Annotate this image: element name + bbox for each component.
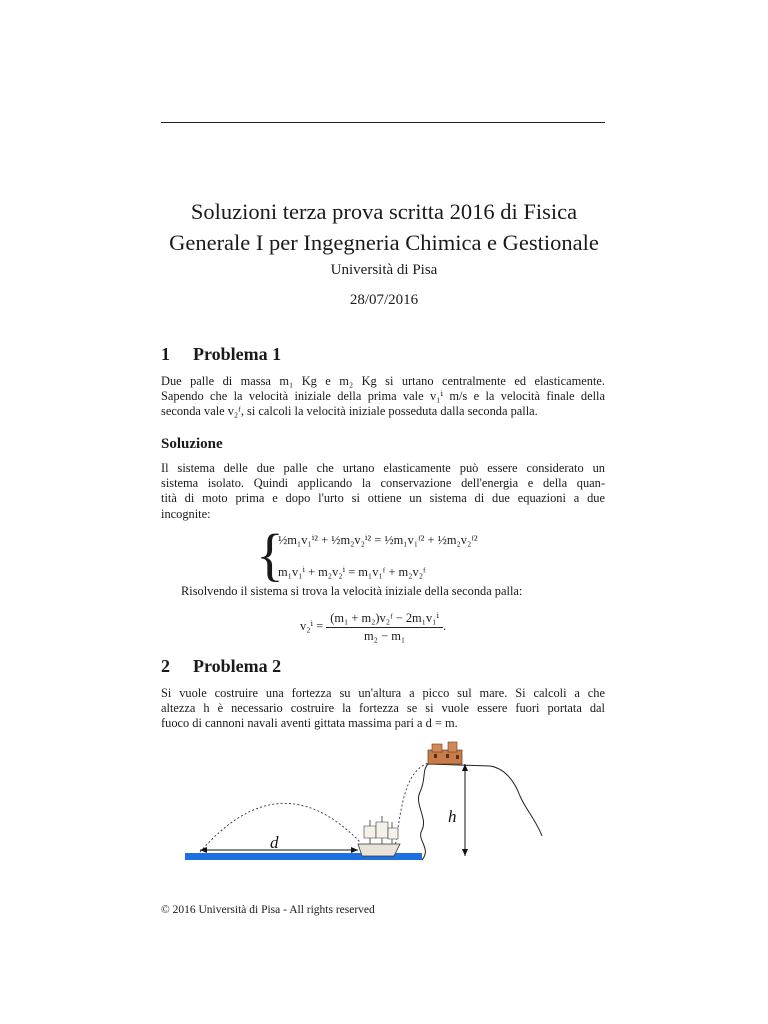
section-title: Problema 2 bbox=[193, 656, 282, 676]
date: 28/07/2016 bbox=[349, 292, 419, 308]
trajectory-near bbox=[200, 803, 360, 852]
formula-end: . bbox=[443, 618, 447, 633]
system-brace: { bbox=[256, 522, 284, 587]
fortress-icon bbox=[428, 742, 462, 764]
denominator: m₂ − m₁ bbox=[364, 629, 406, 643]
section-number: 2 bbox=[161, 656, 170, 676]
section-title: Problema 1 bbox=[193, 344, 282, 364]
title-line-2: Generale I per Ingegneria Chimica e Gestionale bbox=[169, 230, 599, 255]
problem-1-statement bbox=[161, 374, 605, 420]
text-line: Sapendo che la velocità iniziale della prima vale v₁ⁱ m/s e la velocità finale della bbox=[161, 389, 605, 404]
section-2-heading bbox=[161, 656, 281, 677]
trajectory-cliff bbox=[395, 762, 432, 848]
institution: Università di Pisa bbox=[330, 262, 438, 278]
text-line: Il sistema delle due palle che urtano elasticamente può essere considerato un bbox=[161, 461, 605, 475]
text-line: sistema isolato. Quindi applicando la conservazione dell'energia e della quan- bbox=[161, 476, 605, 491]
numerator: (m₁ + m₂)v₂ᶠ − 2m₁v₁ⁱ bbox=[326, 610, 443, 628]
text-line: Risolvendo il sistema si trova la velocità iniziale della seconda palla: bbox=[181, 584, 523, 598]
text-line: Due palle di massa m₁ Kg e m₂ Kg si urtano centralmente ed elasticamente. bbox=[161, 374, 605, 388]
title-line-1: Soluzioni terza prova scritta 2016 di Fisica bbox=[190, 199, 578, 224]
formula-lhs: v₂ⁱ = bbox=[300, 618, 324, 633]
text-line: Si vuole costruire una fortezza su un'altura a picco sul mare. Si calcoli a che bbox=[161, 686, 605, 700]
copyright-footer: © 2016 Università di Pisa - All rights reserved bbox=[161, 904, 375, 916]
result-intro bbox=[181, 584, 605, 599]
section-1-heading bbox=[161, 344, 281, 365]
ship-icon bbox=[358, 816, 400, 856]
result-formula bbox=[300, 610, 446, 644]
text-line: altezza h è necessario costruire la fortezza se si vuole essere fuori portata dal bbox=[161, 701, 605, 716]
arrow-head-right bbox=[351, 847, 358, 853]
header-rule bbox=[161, 122, 605, 123]
cliff bbox=[418, 764, 542, 860]
problem-2-statement bbox=[161, 686, 605, 732]
text-line: fuoco di cannoni navali aventi gittata massima pari a d = m. bbox=[161, 716, 458, 731]
text-line: tità di moto prima e dopo l'urto si ottiene un sistema di due equazioni a due bbox=[161, 491, 605, 506]
solution-heading: Soluzione bbox=[161, 436, 223, 452]
equation-momentum: m₁v₁ⁱ + m₂v₂ⁱ = m₁v₁ᶠ + m₂v₂ᶠ bbox=[278, 565, 426, 579]
text-line: seconda vale v₂ᶠ, si calcoli la velocità iniziale posseduta dalla seconda palla. bbox=[161, 404, 538, 419]
label-d: d bbox=[270, 833, 279, 852]
solution-text bbox=[161, 461, 605, 522]
fraction bbox=[326, 610, 443, 644]
arrow-head-down bbox=[462, 849, 468, 856]
fortress-figure bbox=[170, 740, 570, 870]
label-h: h bbox=[448, 807, 457, 826]
equation-energy: ½m₁v₁ⁱ² + ½m₂v₂ⁱ² = ½m₁v₁ᶠ² + ½m₂v₂ᶠ² bbox=[278, 533, 478, 547]
section-number: 1 bbox=[161, 344, 170, 364]
text-line: incognite: bbox=[161, 506, 211, 521]
page-title bbox=[140, 196, 628, 258]
